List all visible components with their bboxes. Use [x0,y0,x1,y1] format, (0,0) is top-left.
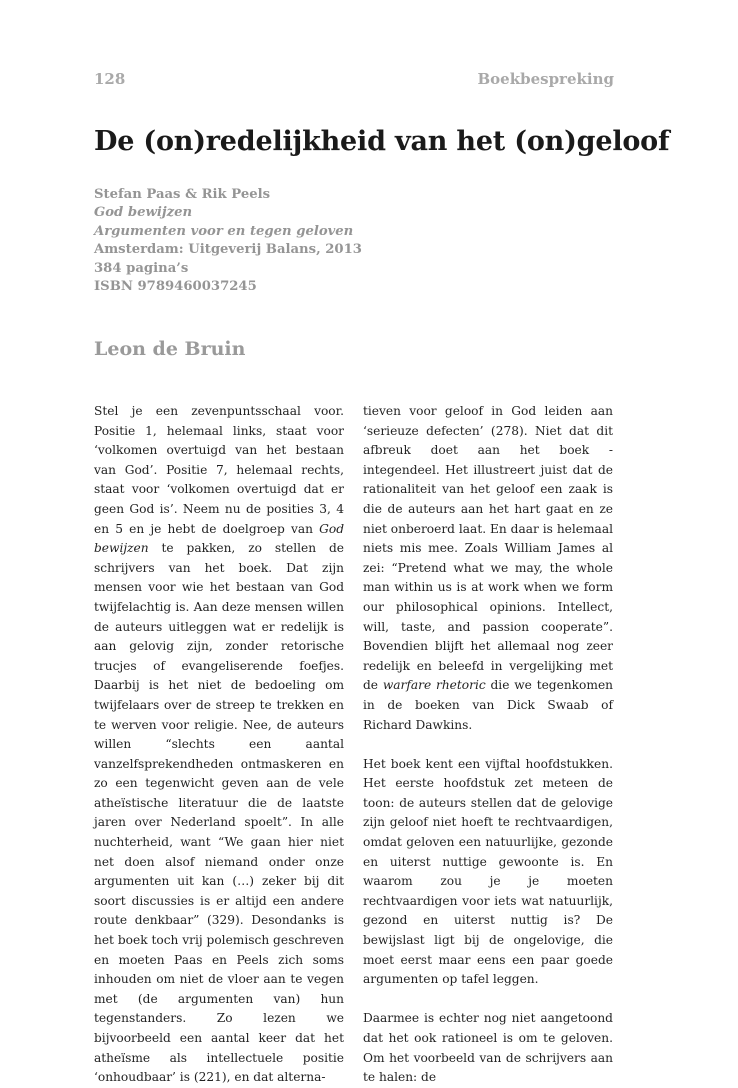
text-run: te pakken, zo stellen de schrijvers van het boek. Dat zijn mensen voor wie het bestaan van God twijfelachtig is. Aan deze mensen willen de auteurs uitleggen wat er redelijk is aan gelovig zijn, zonder retorische trucjes of evangeliserende foefjes. Daarbij is het niet de bedoeling om twijfelaars over de streep te trekken en te werven voor religie. Nee, de auteurs willen “slechts een aantal vanzelfsprekendheden ontmaskeren en zo een tegenwicht geven aan de vele atheïstische literatuur die de laatste jaren over Nederland spoelt”. In alle nuchterheid, want “We gaan hier niet net doen alsof niemand onder onze argumenten uit kan (…) zeker bij dit soort discussies is er altijd een andere route denkbaar” (329). Desondanks is het boek toch vrij polemisch geschreven en moeten Paas en Peels zich soms inhouden om niet de vloer aan te vegen met (de argumenten van) hun tegenstanders. Zo lezen we bijvoorbeeld een aantal keer dat het atheïsme als intellectuele positie ‘onhoudbaar’ is (221), en dat alterna- [94,541,344,1085]
paragraph: Het boek kent een vijftal hoofdstukken. Het eerste hoofdstuk zet meteen de toon: de auteurs stellen dat de gelovige zijn geloof niet hoeft te rechtvaardigen, omdat geloven een natuurlijke, gezonde en uiterst nuttige gewoonte is. En waarom zou je je moeten rechtvaardigen voor iets wat natuurlijk, gezond en uiterst nuttig is? De bewijslast ligt bij de ongelovige, die moet eerst maar eens een paar goede argumenten op tafel leggen. [363,756,613,987]
left-column [94,402,344,1088]
paragraph: Daarmee is echter nog niet aangetoond dat het ook rationeel is om te geloven. Om het voorbeeld van de schrijvers aan te halen: de [363,1011,613,1085]
article-title: De (on)redelijkheid van het (on)geloof [94,126,670,157]
book-authors: Stefan Paas & Rik Peels [94,187,271,202]
book-details [94,186,362,296]
book-pages: 384 pagina’s [94,260,189,276]
emphasis: God bewijzen [94,521,344,556]
paragraph [363,402,613,735]
text-run: die we tegenkomen in de boeken van Dick Swaab of Richard Dawkins. [363,678,614,732]
book-title: God bewijzen [94,205,193,221]
book-subtitle: Argumenten voor en tegen geloven [94,223,354,239]
text-run: tieven voor geloof in God leiden aan ‘serieuze defecten’ (278). Niet dat dit afbreuk doet aan het boek - integendeel. Het illustreert juist dat de rationaliteit van het geloof een zaak is die de auteurs aan het hart gaat en ze niet onberoerd laat. En daar is helemaal niets mis mee. Zoals William James al zei: “Pretend what we may, the whole man within us is at work when we form our philosophical opinions. Intellect, will, taste, and passion cooperate”. Bovendien blijft het allemaal nog zeer redelijk en beleefd in vergelijking met de [363,404,613,693]
text-run: Stel je een zevenpuntsschaal voor. Positie 1, helemaal links, staat voor ‘volkomen overtuigd van het bestaan van God’. Positie 7, helemaal rechts, staat voor ‘volkomen overtuigd dat er geen God is’. Neem nu de posities 3, 4 en 5 en je hebt de doelgroep van [94,404,344,536]
reviewer-name: Leon de Bruin [94,338,246,360]
right-column [363,402,613,1088]
running-header [94,70,614,92]
emphasis: warfare rhetoric [382,678,486,693]
section-label: Boekbespreking [477,70,614,88]
page-number: 128 [94,70,126,88]
book-isbn: ISBN 9789460037245 [94,279,257,295]
book-publisher: Amsterdam: Uitgeverij Balans, 2013 [94,242,362,258]
paragraph [94,402,344,1088]
